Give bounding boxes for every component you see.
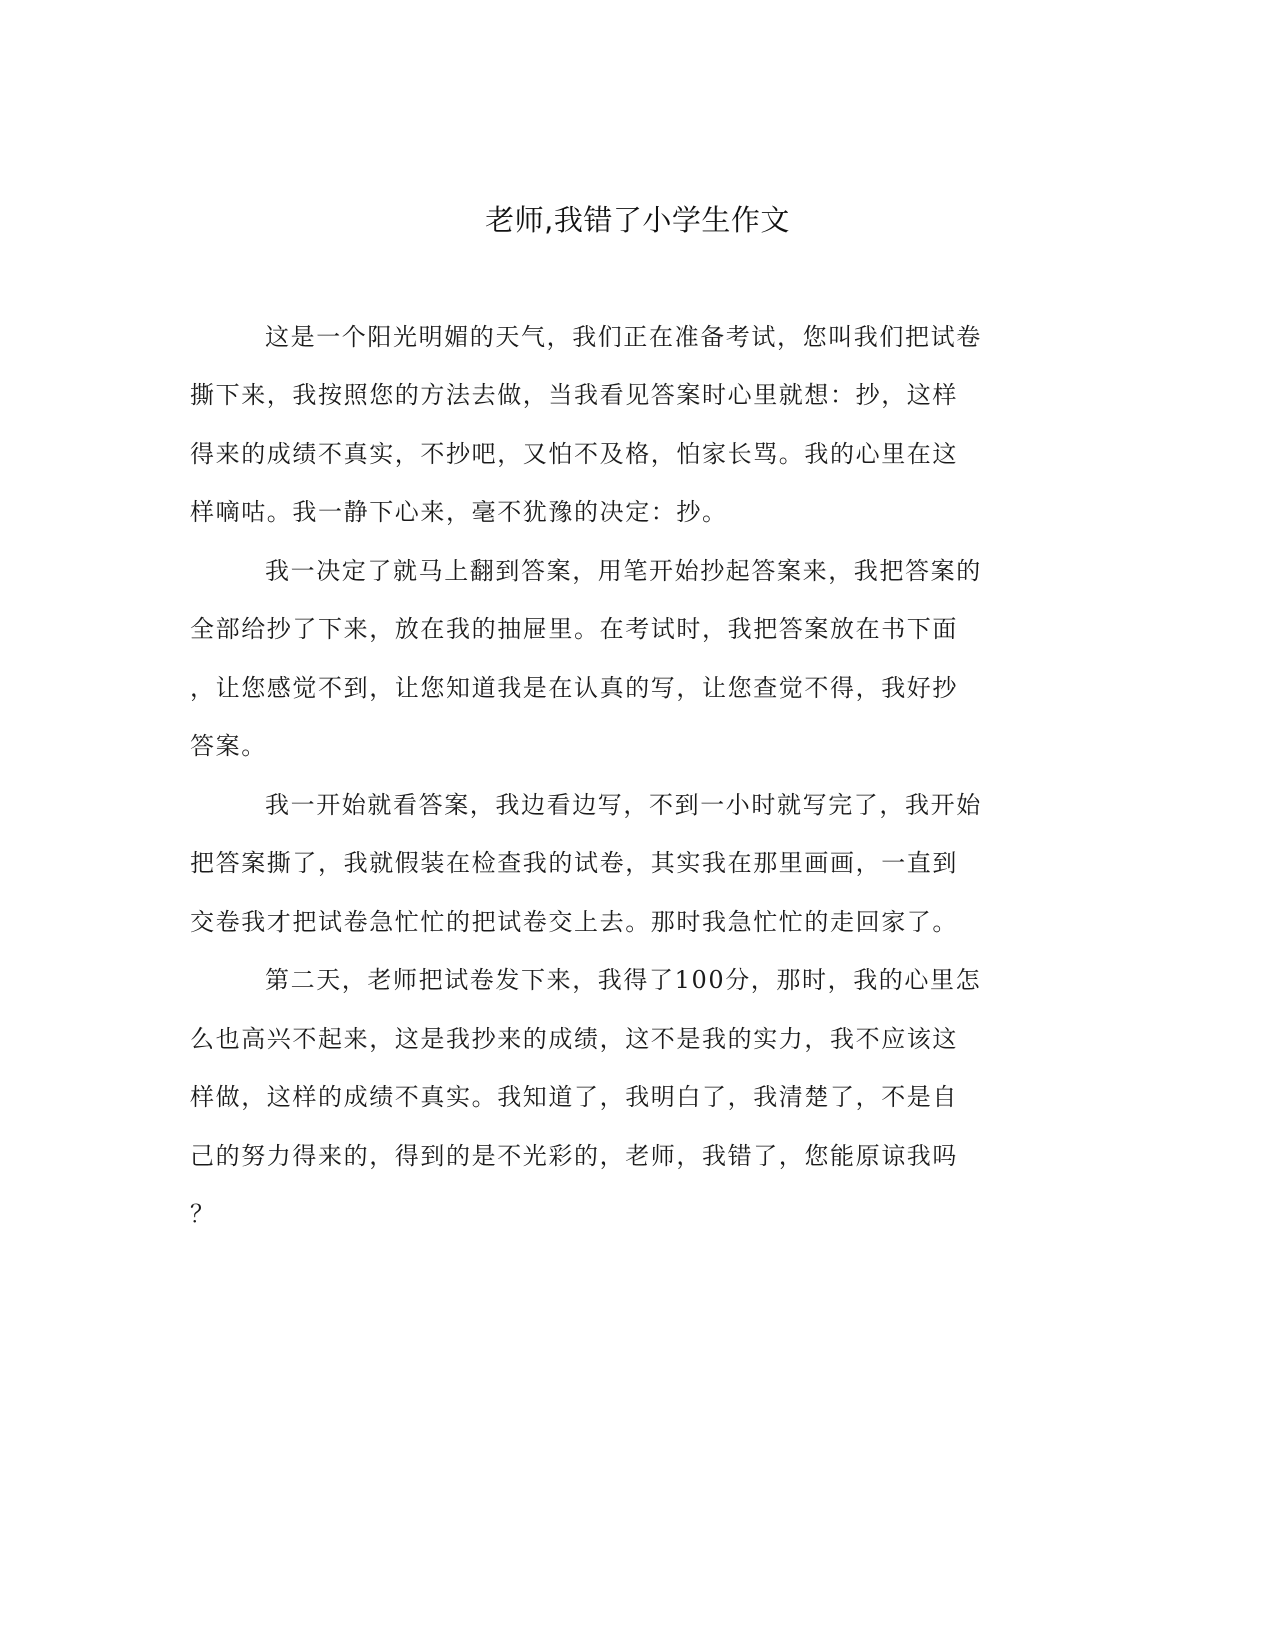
paragraph-1-line-4: 样嘀咕。我一静下心来，毫不犹豫的决定：抄。 <box>190 498 728 526</box>
paragraph-4-line-2: 么也高兴不起来，这是我抄来的成绩，这不是我的实力，我不应该这 <box>190 1025 958 1053</box>
paragraph-1-line-2: 撕下来，我按照您的方法去做，当我看见答案时心里就想：抄，这样 <box>190 381 958 409</box>
paragraph-4-line-4: 己的努力得来的，得到的是不光彩的，老师，我错了，您能原谅我吗 <box>190 1142 958 1170</box>
document-title: 老师,我错了小学生作文 <box>485 203 790 237</box>
paragraph-4-line-5: ？ <box>190 1200 216 1228</box>
paragraph-2-line-2: 全部给抄了下来，放在我的抽屉里。在考试时，我把答案放在书下面 <box>190 615 958 643</box>
paragraph-3-line-1: 我一开始就看答案，我边看边写，不到一小时就写完了，我开始 <box>265 791 982 819</box>
paragraph-1-line-3: 得来的成绩不真实，不抄吧，又怕不及格，怕家长骂。我的心里在这 <box>190 440 958 468</box>
paragraph-1-line-1: 这是一个阳光明媚的天气，我们正在准备考试，您叫我们把试卷 <box>265 323 982 351</box>
paragraph-4-line-1: 第二天，老师把试卷发下来，我得了100分，那时，我的心里怎 <box>265 966 982 994</box>
paragraph-3-line-2: 把答案撕了，我就假装在检查我的试卷，其实我在那里画画，一直到 <box>190 849 958 877</box>
paragraph-2-line-3: ，让您感觉不到，让您知道我是在认真的写，让您查觉不得，我好抄 <box>190 674 958 702</box>
paragraph-4-line-3: 样做，这样的成绩不真实。我知道了，我明白了，我清楚了，不是自 <box>190 1083 958 1111</box>
paragraph-2-line-1: 我一决定了就马上翻到答案，用笔开始抄起答案来，我把答案的 <box>265 557 982 585</box>
paragraph-2-line-4: 答案。 <box>190 732 267 760</box>
paragraph-3-line-3: 交卷我才把试卷急忙忙的把试卷交上去。那时我急忙忙的走回家了。 <box>190 908 958 936</box>
